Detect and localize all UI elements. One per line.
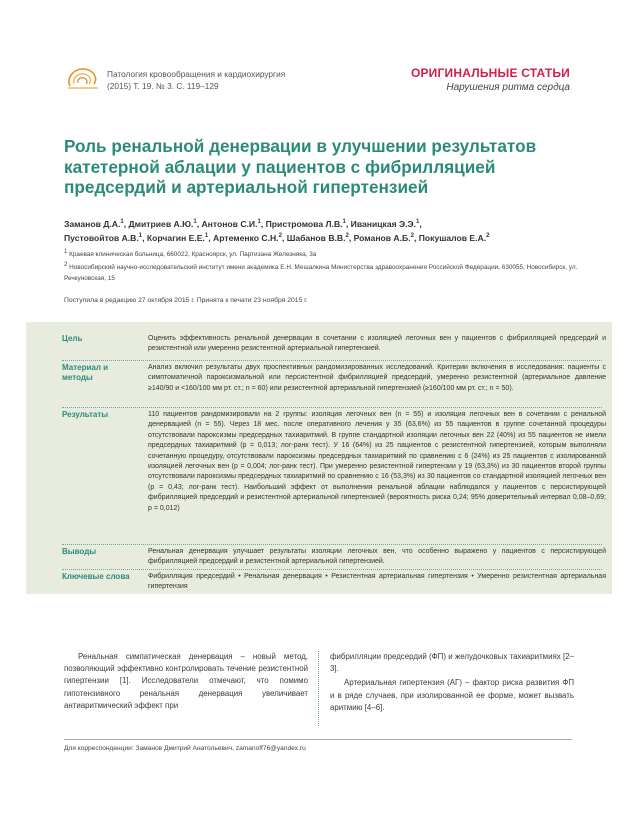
abstract-text: 110 пациентов рандомизировали на 2 группы: изоляция легочных вен (n = 55) и изоляция легочных вен в сочетании с ренальной денервацией (n = 55). Через 18 мес. после оперативного лечения у 35 (63,6%) из 55 пациентов в группе сочетанной процедуры отсутствовали пароксизмы предсердных тахиаритмий. В группе стандартной изоляции легочных вен 22 (40%) из 55 пациентов не имели предсердных тахиаритмий (p = 0,013; лог-ранк тест). У 16 (64%) из 25 пациентов с резистентной гипертензией, которым выполняли сочетанную процедуру, отсутствовали пароксизмы предсердных тахиаритмий по сравнению с 6 (24%) из 25 пациентов с изолированной изоляцией легочных вен (p = 0,004; лог-ранк тест). При умеренно резистентной гипертензии у 19 (63,3%) из 30 пациентов второй группы отсутствовали пароксизмы предсердных тахиаритмий по сравнению с 16 (53,3%) из 30 пациентов со стандартной изоляцией легочных вен (p = 0,43; лог-ранк тест). Наибольший эффект от выполнения ренальной аблации наблюдался у пациентов с персистирующей фибрилляцией предсердий и резистентной артериальной гипертензией (вероятность риска 0,24; 95% доверительный интервал 0,08–0,69; p = 0,012) xyxy=(148,411,606,512)
body-paragraph: Ренальная симпатическая денервация – новый метод, позволяющий эффективно контролировать течение резистентной гипертензии [1]. Исследователи отмечают, что помимо гипотензивного ренальная денервация увеличивает антиаритмический эффект при xyxy=(64,652,308,710)
affiliation: $^2$ Новосибирский научно-исследовательский институт имени академика Е.Н. Мешалкина Министерства здравоохранения Российской Федерации, 630055, Новосибирск, ул. Речкуновская, 15 xyxy=(64,262,578,282)
author: Иваницкая Э.Э.$^1$, xyxy=(350,218,422,229)
author: Артеменко С.Н.$^2$, xyxy=(213,232,287,243)
author: Пристромова Л.В.$^1$, xyxy=(265,218,351,229)
received-date: Поступила в редакцию 27 октября 2015 г. Принята к печати 23 ноября 2015 г. xyxy=(64,297,308,304)
abstract-row-aim xyxy=(62,334,606,361)
author: Шабанов В.В.$^2$, xyxy=(286,232,354,243)
author: Корчагин Е.Е.$^1$, xyxy=(146,232,214,243)
abstract-text: Анализ включил результаты двух проспективных рандомизированных исследований. Критерии включения в исследования: пациенты с симптоматичной пароксизмальной или персистентной фибрилляцией предсердий, умеренно резистентной (артериальное давление ≥140/90 и <160/100 мм рт. ст.; n = 60) или резистентной артериальной гипертензией (≥160/100 мм рт. ст.; n = 50). xyxy=(148,364,606,392)
abstract-text: Ренальная денервация улучшает результаты изоляции легочных вен, что особенно выражено у пациентов с персистирующей фибрилляцией предсердий и резистентной артериальной гипертензией. xyxy=(148,548,606,566)
column-divider xyxy=(318,651,319,726)
author: Пустовойтов А.В.$^1$, xyxy=(64,232,147,243)
correspondence-note: Для корреспонденции: Заманов Дмитрий Анатольевич, zamanoff76@yandex.ru xyxy=(64,745,306,752)
abstract-text: Фибрилляция предсердий • Ренальная денервация • Резистентная артериальная гипертензия • Умеренно резистентная артериальная гипертензия xyxy=(148,573,606,591)
footnote-rule xyxy=(64,739,572,740)
journal-info xyxy=(107,69,285,92)
abstract-label: Материал и методы xyxy=(62,363,109,383)
abstract-row-results xyxy=(62,410,606,545)
body-paragraph: Артериальная гипертензия (АГ) – фактор риска развития ФП и в ряде случаев, при изолированной ее форме, может вызвать аритмию [4–6]. xyxy=(330,678,574,712)
abstract-label: Цель xyxy=(62,334,83,343)
affiliation: $^1$ Краевая клиническая больница, 660022, Красноярск, ул. Партизана Железняка, 3а xyxy=(64,249,317,259)
author: Покушалов Е.А.$^2$ xyxy=(418,232,490,243)
section-subtitle: Нарушения ритма сердца xyxy=(446,82,570,93)
abstract-text: Оценить эффективность ренальной денервации в сочетании с изоляцией легочных вен у пациентов с фибрилляцией предсердий и резистентной или умеренно резистентной артериальной гипертензией. xyxy=(148,335,606,353)
body-paragraph: фибрилляции предсердий (ФП) и желудочковых тахиаритмиях [2–3]. xyxy=(330,652,574,674)
journal-issue: (2015) Т. 19. № 3. С. 119–129 xyxy=(107,80,219,91)
abstract-label: Выводы xyxy=(62,547,97,556)
abstract-label: Ключевые слова xyxy=(62,572,130,581)
author-list xyxy=(64,216,584,244)
section-title: ОРИГИНАЛЬНЫЕ СТАТЬИ xyxy=(410,66,570,80)
author: Заманов Д.А.$^1$, xyxy=(64,218,129,229)
body-column-left xyxy=(64,651,308,712)
author: Антонов С.И.$^1$, xyxy=(201,218,266,229)
abstract-row-conclusions xyxy=(62,547,606,570)
body-column-right xyxy=(330,651,574,714)
abstract-row-keywords xyxy=(62,572,606,592)
abstract-row-methods xyxy=(62,363,606,408)
journal-name: Патология кровообращения и кардиохирургия xyxy=(107,69,286,79)
author: Дмитриев А.Ю.$^1$, xyxy=(128,218,202,229)
journal-logo-icon xyxy=(64,64,102,92)
abstract-box xyxy=(26,322,612,594)
author: Романов А.Б.$^2$, xyxy=(353,232,419,243)
abstract-label: Результаты xyxy=(62,410,109,419)
article-title: Роль ренальной денервации в улучшении результатов катетерной аблации у пациентов с фибрилляцией предсердий и артериальной гипертензией xyxy=(64,136,537,197)
